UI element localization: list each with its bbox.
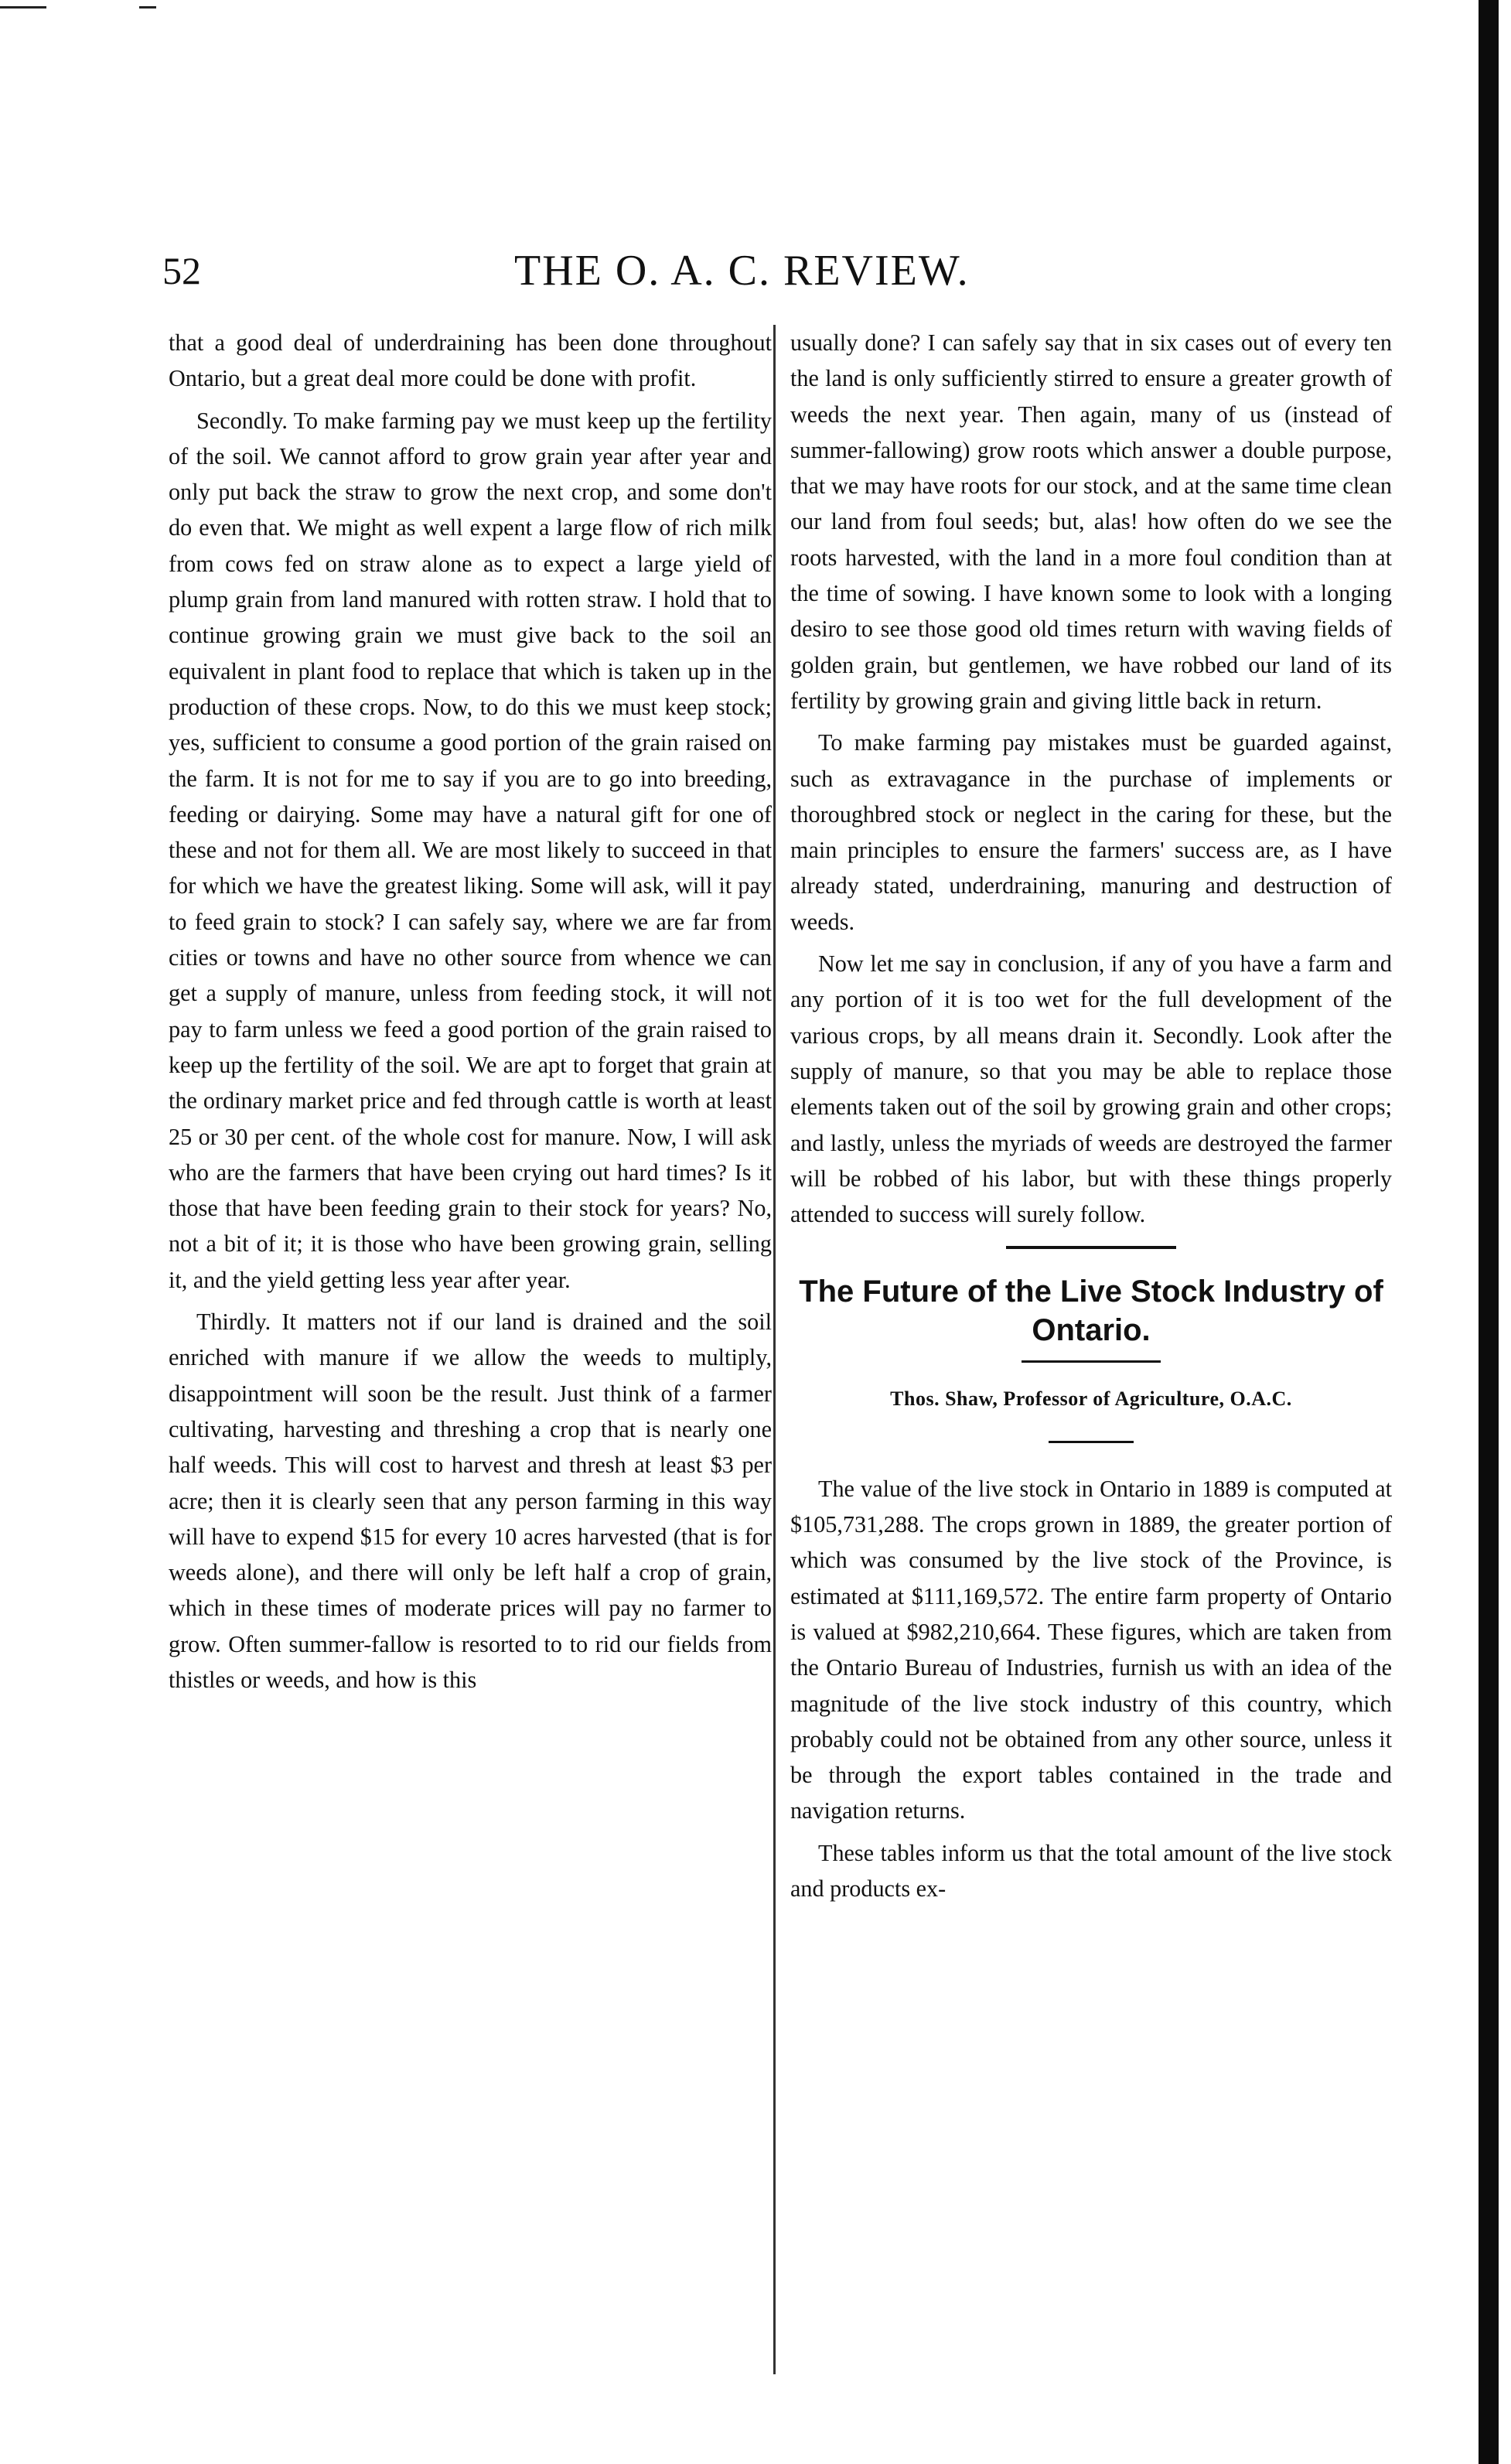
left-paragraph-2: Secondly. To make farming pay we must keep up the fertility of the soil. We cannot afford to grow grain year after year and only put back the straw to grow the next crop, and some don't do even that. We might as well expent a large flow of rich milk from cows fed on straw alone as to expect a large yield of plump grain from land manured with rotten straw. I hold that to continue growing grain we must give back to the soil an equivalent in plant food to replace that which is taken up in the production of these crops. Now, to do this we must keep stock; yes, sufficient to consume a good portion of the grain raised on the farm. It is not for me to say if you are to go into breeding, feeding or dairying. Some may have a natural gift for one of these and not for them all. We are most likely to succeed in that for which we have the greatest liking. Some will ask, will it pay to feed grain to stock? I can safely say, where we are far from cities or towns and have no other source from whence we can get a supply of manure, unless from feeding stock, it will not pay to farm unless we feed a good portion of the grain raised to keep up the fertility of the soil. We are apt to forget that grain at the ordinary market price and fed through cattle is worth at least 25 or 30 per cent. of the whole cost for manure. Now, I will ask who are the farmers that have been crying out hard times? Is it those that have been feeding grain to their stock for years? No, not a bit of it; it is those who have been growing grain, selling it, and the yield getting less year after year. bbox=[169, 407, 772, 1293]
right-column bbox=[790, 325, 1392, 1913]
heading-rule bbox=[1022, 1360, 1161, 1363]
left-column bbox=[169, 325, 772, 1704]
right-paragraph-1: usually done? I can safely say that in six cases out of every ten the land is only sufficiently stirred to ensure a greater growth of weeds the next year. Then again, many of us (instead of summer-fallowing) grow roots which answer a double purpose, that we may have roots for our stock, and at the same time clean our land from foul seeds; but, alas! how often do we see the roots harvested, with the land in a more foul condition than at the time of sowing. I have known some to look with a longing desiro to see those good old times return with waving fields of golden grain, but gentlemen, we have robbed our land of its fertility by growing grain and giving little back in return. bbox=[790, 329, 1392, 714]
right-paragraph-2: To make farming pay mistakes must be guarded against, such as extravagance in the purchase of implements or thoroughbred stock or neglect in the caring for these, but the main principles to ensure the farmers' success are, as I have already stated, underdraining, manuring and destruction of weeds. bbox=[790, 729, 1392, 935]
right-paragraph-3: Now let me say in conclusion, if any of you have a farm and any portion of it is too wet for the full development of the various crops, by all means drain it. Secondly. Look after the supply of manure, so that you may be able to replace those elements taken out of the soil by growing grain and other crops; and lastly, unless the myriads of weeds are destroyed the farmer will be robbed of his labor, but with these things properly attended to success will surely follow. bbox=[790, 950, 1392, 1228]
scan-mark-top-left bbox=[0, 6, 46, 9]
page-number: 52 bbox=[162, 249, 201, 292]
page-header bbox=[162, 240, 1400, 302]
scan-mark-top-left-2 bbox=[139, 6, 156, 9]
article-heading: The Future of the Live Stock Industry of Ontario. bbox=[799, 1275, 1383, 1348]
article-paragraph-2: These tables inform us that the total amount of the live stock and products ex- bbox=[790, 1839, 1392, 1902]
article-paragraph-1: The value of the live stock in Ontario in 1889 is computed at $105,731,288. The crops grown in 1889, the greater portion of which was consumed by the live stock of the Province, is estimated at $111,169,572. The entire farm property of Ontario is valued at $982,210,664. These figures, which are taken from the Ontario Bureau of Industries, furnish us with an idea of the magnitude of the live stock industry of this country, which probably could not be obtained from any other source, unless it be through the export tables contained in the trade and navigation returns. bbox=[790, 1475, 1392, 1824]
column-divider bbox=[773, 325, 776, 2374]
byline-rule bbox=[1049, 1441, 1134, 1443]
left-paragraph-3: Thirdly. It matters not if our land is drained and the soil enriched with manure if we allow the weeds to multiply, disappointment will soon be the result. Just think of a farmer cultivating, harvesting and threshing a crop that is nearly one half weeds. This will cost to harvest and thresh at least $3 per acre; then it is clearly seen that any person farming in this way will have to expend $15 for every 10 acres harvested (that is for weeds alone), and there will only be left half a crop of grain, which in these times of moderate prices will pay no farmer to grow. Often summer-fallow is resorted to to rid our fields from thistles or weeds, and how is this bbox=[169, 1309, 772, 1693]
running-title: THE O. A. C. REVIEW. bbox=[514, 247, 970, 295]
section-separator bbox=[1006, 1246, 1176, 1249]
left-paragraph-1: that a good deal of underdraining has been done throughout Ontario, but a great deal more could be done with profit. bbox=[169, 329, 772, 392]
scan-edge-bar bbox=[1479, 0, 1499, 2464]
article-byline: Thos. Shaw, Professor of Agriculture, O.A.C. bbox=[890, 1387, 1292, 1411]
